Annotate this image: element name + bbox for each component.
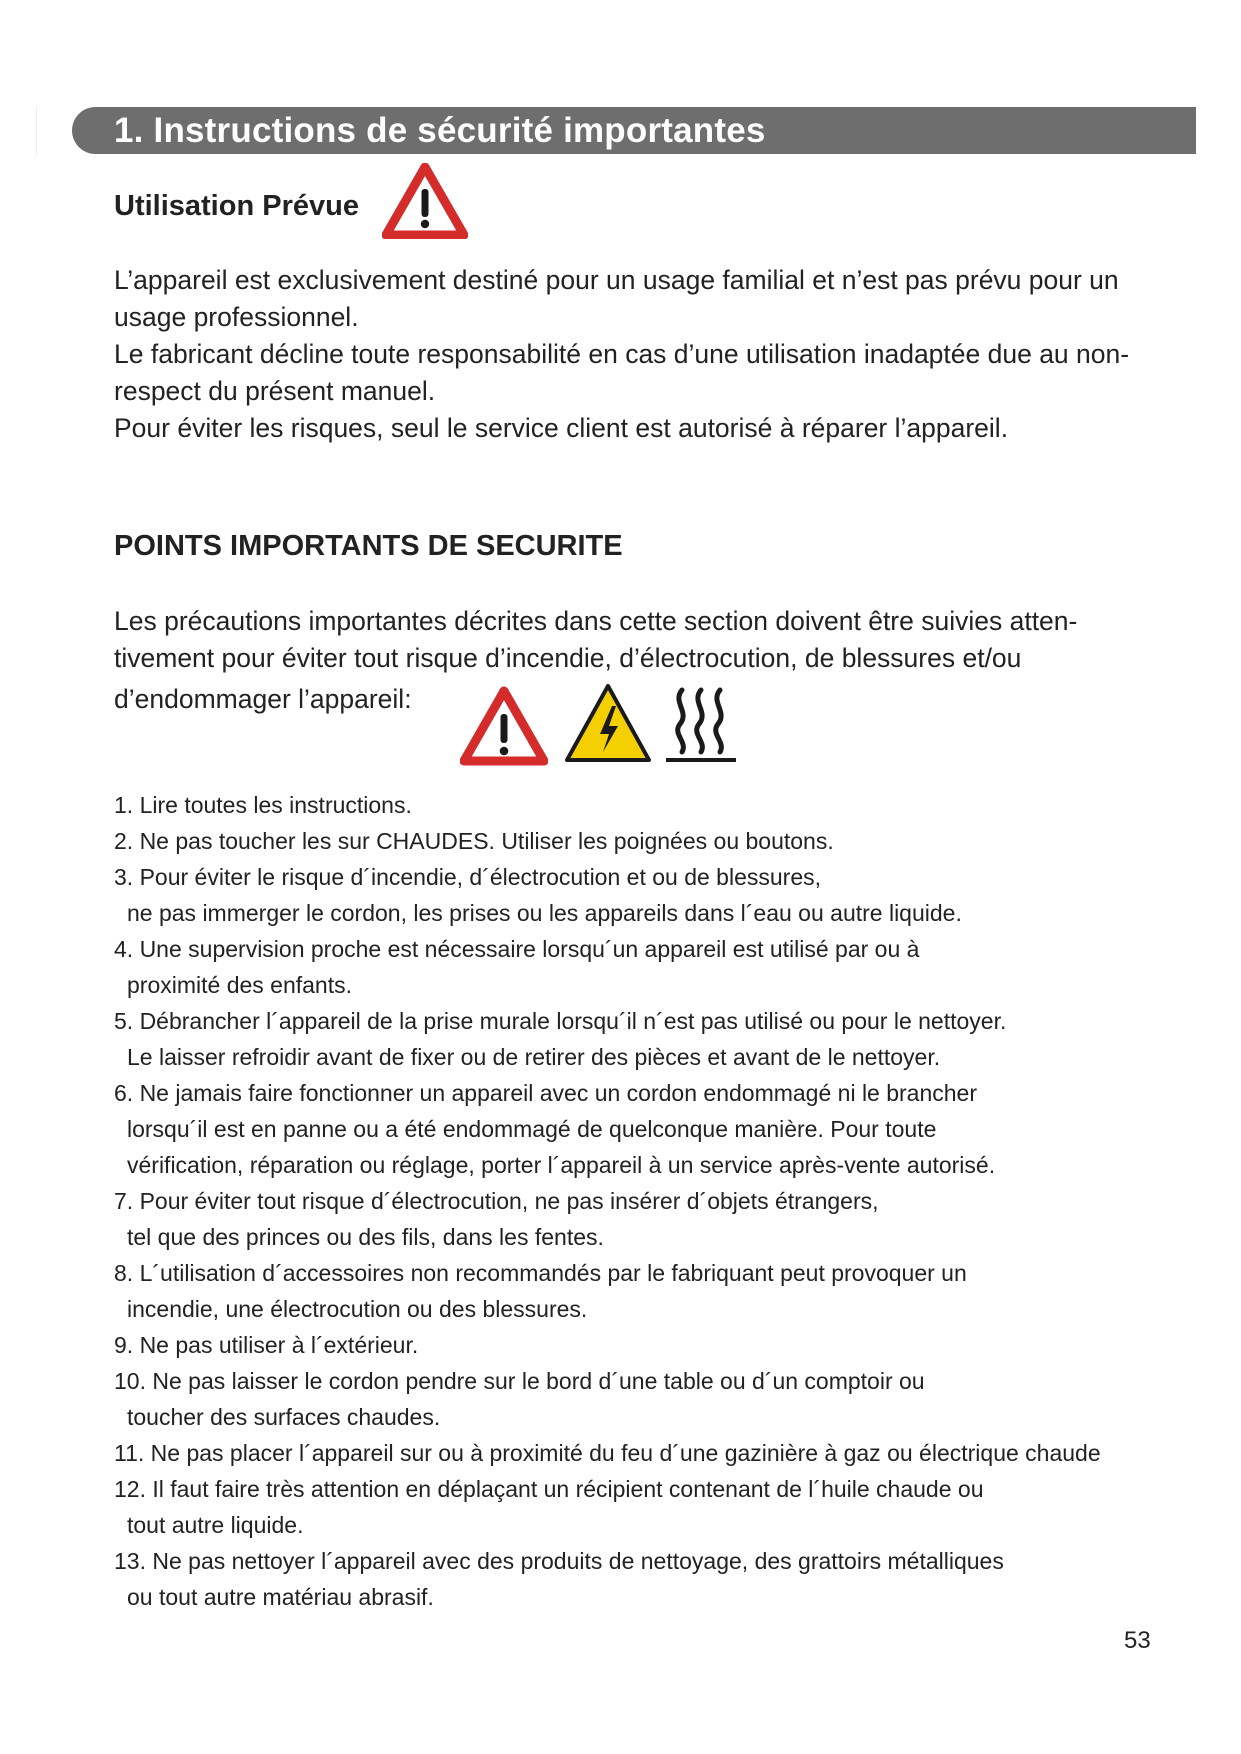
item-text: 13. Ne pas nettoyer l´appareil avec des produits de nettoyage, des grattoirs métalliques bbox=[114, 1548, 1004, 1574]
list-item bbox=[114, 1363, 1174, 1435]
item-continuation: vérification, réparation ou réglage, porter l´appareil à un service après-vente autorisé. bbox=[127, 1152, 996, 1178]
item-text: 10. Ne pas laisser le cordon pendre sur le bord d´une table ou d´un comptoir ou bbox=[114, 1368, 925, 1394]
paragraph: Le fabricant décline toute responsabilité en cas d’une utilisation inadaptée due au non-respect du présent manuel. bbox=[114, 339, 1130, 406]
list-item bbox=[114, 1255, 1174, 1327]
list-item bbox=[114, 1327, 1174, 1363]
list-item bbox=[114, 823, 1174, 859]
list-item bbox=[114, 787, 1174, 823]
list-item bbox=[114, 1471, 1174, 1543]
list-item bbox=[114, 1003, 1174, 1075]
item-continuation: tel que des princes ou des fils, dans les fentes. bbox=[127, 1224, 604, 1250]
intro-line: d’endommager l’appareil: bbox=[114, 684, 412, 714]
item-text: 8. L´utilisation d´accessoires non recommandés par le fabriquant peut provoquer un bbox=[114, 1260, 967, 1286]
item-text: 2. Ne pas toucher les sur CHAUDES. Utiliser les poignées ou boutons. bbox=[114, 828, 834, 854]
margin-rule bbox=[36, 107, 37, 155]
list-item bbox=[114, 1183, 1174, 1255]
item-text: 6. Ne jamais faire fonctionner un appareil avec un cordon endommagé ni le brancher bbox=[114, 1080, 978, 1106]
item-text: 1. Lire toutes les instructions. bbox=[114, 792, 412, 818]
item-text: 12. Il faut faire très attention en déplaçant un récipient contenant de l´huile chaude ou bbox=[114, 1476, 984, 1502]
page-number: 53 bbox=[1124, 1627, 1151, 1654]
item-continuation: tout autre liquide. bbox=[127, 1512, 304, 1538]
item-continuation: proximité des enfants. bbox=[127, 972, 353, 998]
list-item bbox=[114, 1075, 1174, 1183]
page-title: 1. Instructions de sécurité importantes bbox=[114, 111, 766, 150]
hot-surface-icon bbox=[664, 682, 738, 766]
item-text: 7. Pour éviter tout risque d´électrocution, ne pas insérer d´objets étrangers, bbox=[114, 1188, 879, 1214]
item-continuation: toucher des surfaces chaudes. bbox=[127, 1404, 441, 1430]
intended-use-text bbox=[114, 262, 1154, 447]
intro-line: Les précautions importantes décrites dans cette section doivent être suivies atten- bbox=[114, 606, 1078, 636]
warning-triangle-icon bbox=[382, 163, 468, 239]
item-text: 11. Ne pas placer l´appareil sur ou à proximité du feu d´une gazinière à gaz ou électrique chaude bbox=[114, 1440, 1101, 1466]
item-continuation: incendie, une électrocution ou des blessures. bbox=[127, 1296, 588, 1322]
paragraph: Pour éviter les risques, seul le service client est autorisé à réparer l’appareil. bbox=[114, 413, 1009, 443]
paragraph: L’appareil est exclusivement destiné pour un usage familial et n’est pas prévu pour un usage professionnel. bbox=[114, 265, 1119, 332]
section-heading-safety-points: POINTS IMPORTANTS DE SECURITE bbox=[114, 530, 623, 562]
item-continuation: ou tout autre matériau abrasif. bbox=[127, 1584, 434, 1610]
item-continuation: lorsqu´il est en panne ou a été endommagé de quelconque manière. Pour toute bbox=[127, 1116, 937, 1142]
intro-line: tivement pour éviter tout risque d’incendie, d’électrocution, de blessures et/ou bbox=[114, 643, 1022, 673]
item-continuation: ne pas immerger le cordon, les prises ou les appareils dans l´eau ou autre liquide. bbox=[127, 900, 962, 926]
item-continuation: Le laisser refroidir avant de fixer ou de retirer des pièces et avant de le nettoyer. bbox=[127, 1044, 941, 1070]
item-text: 4. Une supervision proche est nécessaire lorsqu´un appareil est utilisé par ou à bbox=[114, 936, 920, 962]
safety-instructions-list bbox=[114, 787, 1174, 1615]
warning-triangle-icon bbox=[460, 686, 548, 766]
electric-hazard-icon bbox=[563, 682, 653, 766]
section-heading-intended-use: Utilisation Prévue bbox=[114, 190, 359, 222]
item-text: 9. Ne pas utiliser à l´extérieur. bbox=[114, 1332, 419, 1358]
list-item bbox=[114, 931, 1174, 1003]
list-item bbox=[114, 1543, 1174, 1615]
list-item bbox=[114, 1435, 1174, 1471]
item-text: 5. Débrancher l´appareil de la prise murale lorsqu´il n´est pas utilisé ou pour le nettoyer. bbox=[114, 1008, 1007, 1034]
list-item bbox=[114, 859, 1174, 931]
item-text: 3. Pour éviter le risque d´incendie, d´électrocution et ou de blessures, bbox=[114, 864, 822, 890]
